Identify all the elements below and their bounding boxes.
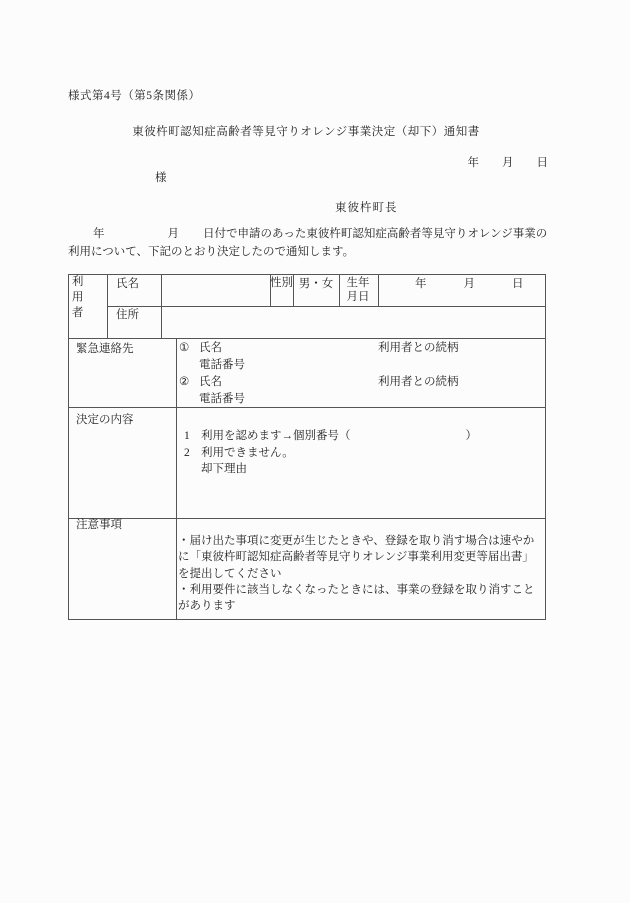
- issue-date-day-label: 日: [536, 157, 548, 169]
- divider: [176, 338, 177, 619]
- user-name-label: 氏名: [116, 278, 139, 290]
- applicant-table: [68, 274, 546, 620]
- notes-body: [178, 533, 538, 614]
- divider: [107, 306, 545, 307]
- sex-label: 性別: [270, 277, 293, 289]
- birth-year-label: 年: [415, 278, 427, 290]
- divider: [69, 407, 545, 408]
- divider: [69, 518, 545, 519]
- address-label: 住所: [116, 309, 139, 321]
- decision-row-label: 決定の内容: [76, 414, 134, 426]
- contact-relation-label: 利用者との続柄: [378, 342, 459, 354]
- body-line1-text: 日付で申請のあった東彼杵町認知症高齢者等見守りオレンジ事業の: [203, 228, 548, 240]
- note-item: ・届け出た事項に変更が生じたときや、登録を取り消す場合は速やかに「東彼杵町認知症高齢者等見守りオレンジ事業利用変更等届出書」を提出してください: [178, 535, 535, 580]
- body-paragraph-line1: [68, 228, 547, 242]
- decision-item-2-number: 2: [184, 447, 190, 459]
- issue-date-month-label: 月: [502, 157, 514, 169]
- emergency-row-label: 緊急連絡先: [76, 343, 134, 355]
- divider: [69, 338, 545, 339]
- issue-date-line: [68, 157, 548, 171]
- notes-row-label: 注意事項: [76, 519, 122, 531]
- birth-day-label: 日: [512, 278, 524, 290]
- body-year-label: 年: [93, 228, 105, 240]
- contact-relation-label: 利用者との続柄: [378, 376, 459, 388]
- contact-number: ①: [179, 342, 190, 354]
- contact-name-label: 氏名: [199, 342, 222, 354]
- contact-phone-label: 電話番号: [199, 393, 245, 405]
- form-number: 様式第4号（第5条関係）: [68, 90, 201, 102]
- body-month-label: 月: [167, 228, 179, 240]
- contact-phone-label: 電話番号: [199, 359, 245, 371]
- document-title: 東彼杵町認知症高齢者等見守りオレンジ事業決定（却下）通知書: [132, 126, 480, 138]
- divider: [339, 275, 340, 306]
- contact-name-label: 氏名: [199, 376, 222, 388]
- issue-date-year-label: 年: [467, 157, 479, 169]
- sex-options: 男・女: [298, 278, 334, 290]
- body-paragraph-line2: 利用について、下記のとおり決定したので通知します。: [68, 246, 355, 258]
- rejection-reason-label: 却下理由: [201, 463, 247, 475]
- contact-number: ②: [179, 376, 190, 388]
- decision-item-1-text: 利用を認めます→個別番号（ ）: [201, 430, 477, 442]
- user-row-label: 利用者: [70, 275, 83, 322]
- decision-item-1-number: 1: [184, 430, 190, 442]
- sender-name: 東彼杵町長: [335, 202, 398, 214]
- birthdate-label: 生年月日: [346, 277, 370, 303]
- decision-item-2-text: 利用できません。: [201, 447, 294, 459]
- birth-month-label: 月: [463, 278, 475, 290]
- birthdate-field: [378, 278, 544, 292]
- note-item: ・利用要件に該当しなくなったときには、事業の登録を取り消すことがあります: [178, 583, 535, 613]
- addressee-suffix: 様: [155, 172, 167, 184]
